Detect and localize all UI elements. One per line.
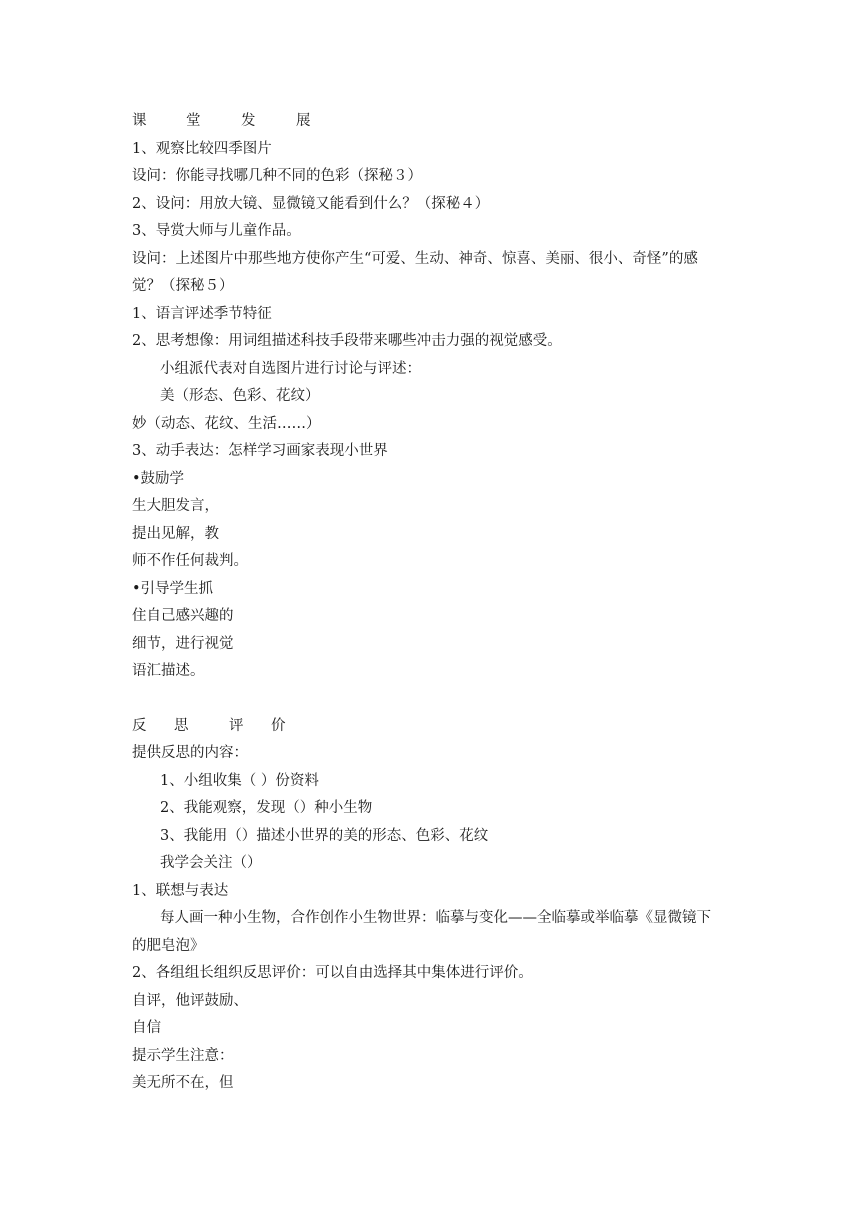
indented-line: 我学会关注（） <box>160 855 262 871</box>
section-heading-classroom-development <box>132 108 772 136</box>
paragraph-first-line: 每人画一种小生物，合作创作小生物世界：临摹与变化——全临摹或举临摹《显微镜下 <box>160 910 711 926</box>
heading-char: 思 <box>174 717 189 734</box>
text-line: 提示学生注意： <box>132 1047 234 1064</box>
section-heading-reflection-evaluation <box>132 713 772 741</box>
paragraph-continuation: 的肥皂泡》 <box>132 937 205 954</box>
text-line: 美无所不在，但 <box>132 1075 234 1091</box>
heading-char: 课 <box>132 113 147 129</box>
text-line: 2、设问：用放大镜、显微镜又能看到什么？（探秘４） <box>132 195 490 212</box>
heading-char: 价 <box>271 717 286 734</box>
text-line: 语汇描述。 <box>132 663 205 679</box>
text-line: 觉？（探秘５） <box>132 278 234 294</box>
document-page <box>132 108 772 1098</box>
indented-line: 3、我能用（）描述小世界的美的形态、色彩、花纹 <box>160 827 489 844</box>
indented-line: 美（形态、色彩、花纹） <box>160 388 320 404</box>
text-line: 自评，他评鼓励、 <box>132 992 248 1009</box>
text-line: 妙（动态、花纹、生活……） <box>132 415 321 432</box>
text-line: 3、导赏大师与儿童作品。 <box>132 223 301 239</box>
heading-char: 展 <box>296 113 311 129</box>
text-line: 2、各组组长组织反思评价：可以自由选择其中集体进行评价。 <box>132 965 533 981</box>
heading-char: 堂 <box>186 113 201 129</box>
text-line: 自信 <box>132 1020 161 1036</box>
text-line: 设问：你能寻找哪几种不同的色彩（探秘３） <box>132 168 422 184</box>
text-line: 师不作任何裁判。 <box>132 553 248 569</box>
section-gap <box>132 686 772 713</box>
heading-char: 评 <box>229 717 244 734</box>
indented-line: 2、我能观察，发现（）种小生物 <box>160 800 373 816</box>
heading-char: 反 <box>132 717 147 734</box>
text-line: 生大胆发言， <box>132 498 219 514</box>
text-line: 住自己感兴趣的 <box>132 608 234 624</box>
text-line: 1、观察比较四季图片 <box>132 140 272 157</box>
text-line: 设问：上述图片中那些地方使你产生“可爱、生动、神奇、惊喜、美丽、很小、奇怪”的感 <box>132 250 698 267</box>
text-line: 1、联想与表达 <box>132 882 229 899</box>
bullet-line: •鼓励学 <box>132 470 185 487</box>
indented-line: 小组派代表对自选图片进行讨论与评述： <box>160 360 421 377</box>
text-line: 提供反思的内容： <box>132 745 248 761</box>
indented-line: 1、小组收集（ ）份资料 <box>160 772 319 789</box>
text-line: 3、动手表达：怎样学习画家表现小世界 <box>132 443 388 459</box>
heading-char: 发 <box>241 113 256 129</box>
bullet-line: •引导学生抓 <box>132 580 214 597</box>
text-line: 细节，进行视觉 <box>132 635 234 652</box>
text-line: 1、语言评述季节特征 <box>132 305 272 322</box>
text-line: 提出见解，教 <box>132 525 219 542</box>
text-line: 2、思考想像：用词组描述科技手段带来哪些冲击力强的视觉感受。 <box>132 333 562 349</box>
